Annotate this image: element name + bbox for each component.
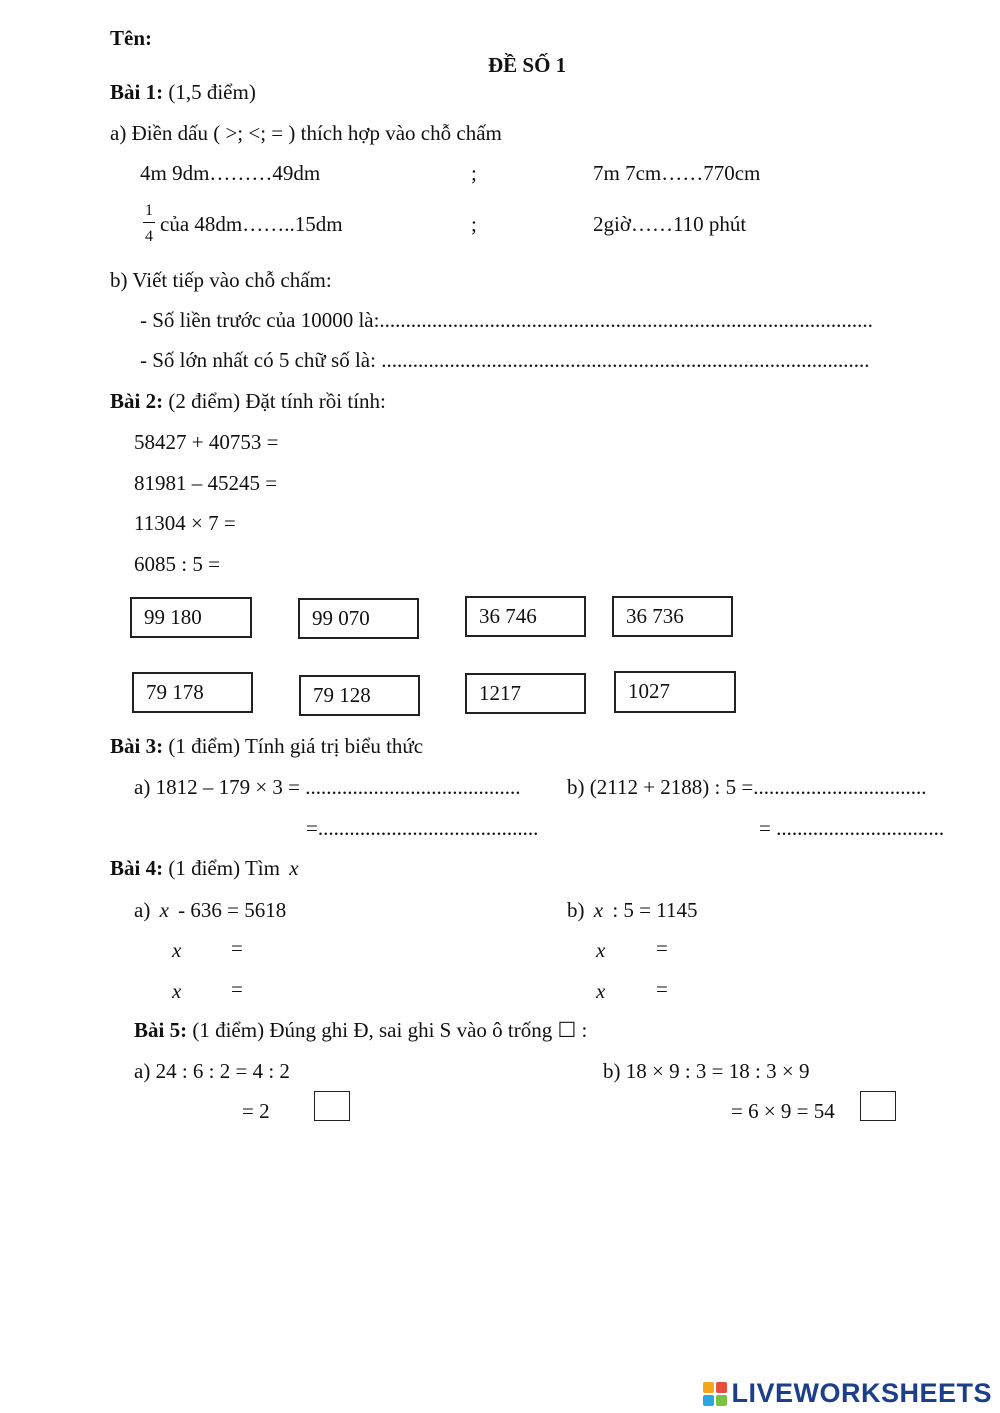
liveworksheets-logo [703, 1378, 992, 1409]
answer-box-4[interactable]: 36 736 [612, 596, 733, 637]
answer-box-8[interactable]: 1027 [614, 671, 736, 713]
bai5-text: (1 điểm) Đúng ghi Đ, sai ghi S vào ô trống ☐ : [192, 1018, 588, 1042]
bai1-row1-left: 4m 9dm………49dm [140, 161, 321, 185]
answer-box-3[interactable]: 36 746 [465, 596, 586, 637]
bai3-a: a) 1812 – 179 × 3 = ......................................... [134, 775, 521, 799]
bai4-b-equation: : 5 = 1145 [612, 898, 698, 922]
bai1-line2: - Số lớn nhất có 5 chữ số là: ............................................................................................. [140, 348, 870, 372]
bai1-heading [110, 80, 256, 104]
bai4-a-step2-x: x [172, 979, 182, 1003]
answer-box-5[interactable]: 79 178 [132, 672, 253, 713]
bai3-label: Bài 3: [110, 734, 164, 758]
bai5-label: Bài 5: [134, 1018, 188, 1042]
bai5-heading [134, 1018, 587, 1042]
bai4-b-step1-eq: = [656, 936, 668, 960]
bai4-b-step2-x: x [596, 979, 606, 1003]
name-label: Tên: [110, 26, 152, 50]
bai2-calc-1: 58427 + 40753 = [134, 430, 279, 454]
bai4-b [567, 898, 697, 922]
fraction-denominator: 4 [145, 228, 153, 245]
exam-title: ĐỀ SỐ 1 [488, 53, 567, 77]
bai5-b-line1: b) 18 × 9 : 3 = 18 : 3 × 9 [603, 1059, 810, 1083]
bai2-calc-3: 11304 × 7 = [134, 511, 236, 535]
bai2-calc-2: 81981 – 45245 = [134, 471, 278, 495]
bai4-a [134, 898, 286, 922]
bai1-row1-right: 7m 7cm……770cm [593, 161, 761, 185]
bai1-part-b: b) Viết tiếp vào chỗ chấm: [110, 268, 332, 292]
bai5-a-line2: = 2 [242, 1099, 270, 1123]
bai1-row2-sep: ; [471, 212, 477, 236]
bai5-a-line1: a) 24 : 6 : 2 = 4 : 2 [134, 1059, 290, 1083]
bai4-a-equation: - 636 = 5618 [178, 898, 287, 922]
variable-x: x [159, 898, 169, 922]
bai3-b-line2: = ................................ [759, 816, 945, 840]
bai3-heading [110, 734, 423, 758]
bai1-row2-left: của 48dm……..15dm [160, 212, 343, 236]
answer-box-1[interactable]: 99 180 [130, 597, 252, 638]
bai4-text: (1 điểm) Tìm [168, 856, 280, 880]
bai4-a-prefix: a) [134, 898, 151, 922]
bai2-text: (2 điểm) Đặt tính rồi tính: [168, 389, 386, 413]
answer-box-7[interactable]: 1217 [465, 673, 586, 714]
fraction-numerator: 1 [145, 202, 153, 219]
bai5-b-checkbox[interactable] [860, 1091, 896, 1121]
bai1-part-a: a) Điền dấu ( >; <; = ) thích hợp vào chỗ chấm [110, 121, 502, 145]
bai1-points: (1,5 điểm) [168, 80, 256, 104]
bai1-row1-sep: ; [471, 161, 477, 185]
bai1-line1: - Số liền trước của 10000 là:.............................................................................................. [140, 308, 873, 332]
bai3-text: (1 điểm) Tính giá trị biểu thức [168, 734, 424, 758]
bai4-a-step2-eq: = [231, 977, 243, 1001]
bai4-b-step2-eq: = [656, 977, 668, 1001]
bai5-b-line2: = 6 × 9 = 54 [731, 1099, 835, 1123]
bai4-b-step1-x: x [596, 938, 606, 962]
bai4-a-step1-eq: = [231, 936, 243, 960]
bai3-a-line2: =.......................................... [306, 816, 539, 840]
liveworksheets-wordmark: LIVEWORKSHEETS [731, 1378, 992, 1408]
bai1-label: Bài 1: [110, 80, 164, 104]
variable-x: x [593, 898, 604, 922]
fraction-bar [143, 222, 155, 223]
bai4-heading [110, 856, 299, 880]
bai2-heading [110, 389, 386, 413]
bai3-b: b) (2112 + 2188) : 5 =................................. [567, 775, 927, 799]
bai4-b-prefix: b) [567, 898, 585, 922]
bai1-row2-right: 2giờ……110 phút [593, 212, 747, 236]
bai2-label: Bài 2: [110, 389, 164, 413]
variable-x: x [289, 856, 299, 880]
answer-box-2[interactable]: 99 070 [298, 598, 419, 639]
bai4-label: Bài 4: [110, 856, 164, 880]
bai2-calc-4: 6085 : 5 = [134, 552, 220, 576]
bai4-a-step1-x: x [172, 938, 182, 962]
bai5-a-checkbox[interactable] [314, 1091, 350, 1121]
liveworksheets-icon [703, 1382, 727, 1406]
answer-box-6[interactable]: 79 128 [299, 675, 420, 716]
